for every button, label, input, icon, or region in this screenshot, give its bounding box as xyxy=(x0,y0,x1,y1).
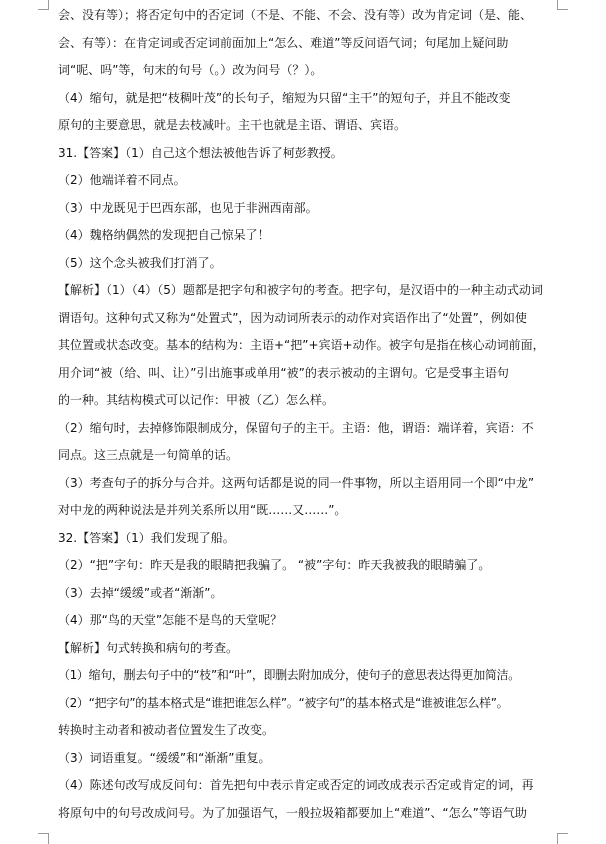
text-line: 会、有等）：在肯定词或否定词前面加上“怎么、难道”等反问语气词；句尾加上疑问助 xyxy=(58,35,509,50)
text-line: （3）词语重复。“缓缓”和“渐渐”重复。 xyxy=(58,750,271,765)
document-body xyxy=(58,2,558,827)
text-line: 会、没有等）；将否定句中的否定词（不是、不能、不会、没有等）改为肯定词（是、能、 xyxy=(58,8,533,22)
analysis-heading-31: 【解析】（1）（4）（5）题都是把字句和被字句的考查。把字句，是汉语中的一种主动式动词 xyxy=(58,283,543,297)
text-line: （4）陈述句改写成反问句：首先把句中表示肯定或否定的词改成表示否定或肯定的词，再 xyxy=(58,778,534,792)
text-line: 将原句中的句号改成问号。为了加强语气，一般拉圾箱都要加上“难道”、“怎么”等语气助 xyxy=(58,805,527,820)
text-line: 同点。这三点就是一句简单的话。 xyxy=(58,448,239,462)
crop-mark-bottom-left xyxy=(38,833,49,844)
text-line: 的一种。其结构模式可以记作：甲被（乙）怎么样。 xyxy=(58,393,335,407)
text-line: 用介词“被（给、叫、让）”引出施事或单用“被”的表示被动的主谓句。它是受事主语句 xyxy=(58,365,509,380)
crop-mark-top-left xyxy=(38,0,49,10)
analysis-heading-32: 【解析】句式转换和病句的考查。 xyxy=(58,640,239,655)
text-line: （3）考查句子的拆分与合并。这两句话都是说的同一件事物，所以主语用同一个即“中龙” xyxy=(58,475,535,490)
text-line: （4）魏格纳偶然的发现把自己惊呆了！ xyxy=(58,228,270,242)
text-line: （2）他端详着不同点。 xyxy=(58,173,186,187)
text-line: （2）“把字句”的基本格式是“谁把谁怎么样”。“被字句”的基本格式是“谁被谁怎么样”。 xyxy=(58,695,509,710)
crop-mark-top-right xyxy=(557,0,568,10)
text-line: （3）中龙既见于巴西东部，也见于非洲西南部。 xyxy=(58,200,318,215)
text-line: （2）缩句时，去掉修饰限制成分，保留句子的主干。主语：他，谓语：端详着，宾语：不 xyxy=(58,420,534,435)
text-line: 转换时主动者和被动者位置发生了改变。 xyxy=(58,723,275,737)
text-line: 谓语句。这种句式又称为“处置式”，因为动词所表示的动作对宾语作出了“处置”，例如使 xyxy=(58,310,527,325)
text-line: （2）“把”字句：昨天是我的眼睛把我骗了。 “被”字句：昨天我被我的眼睛骗了。 xyxy=(58,558,491,572)
text-line: （3）去掉“缓缓”或者“渐渐”。 xyxy=(58,585,223,600)
answer-heading-31: 31.【答案】（1）自己这个想法被他告诉了柯彭教授。 xyxy=(58,145,343,160)
text-line: 词“呢、吗”等，句末的句号（。）改为问号（？）。 xyxy=(58,63,323,77)
text-line: （1）缩句，删去句子中的“枝”和“叶”，即删去附加成分，使句子的意思表达得更加简洁。 xyxy=(58,668,520,682)
text-line: （4）那“鸟的天堂”怎能不是鸟的天堂呢？ xyxy=(58,613,283,627)
text-line: 其位置或状态改变。基本的结构为：主语+“把”+宾语+动作。被字句是指在核心动词前面， xyxy=(58,338,545,352)
text-line: 原句的主要意思，就是去枝减叶。主干也就是主语、谓语、宾语。 xyxy=(58,118,407,132)
crop-mark-bottom-right xyxy=(557,833,568,844)
answer-heading-32: 32.【答案】（1）我们发现了船。 xyxy=(58,530,235,545)
text-line: （4）缩句，就是把“枝稠叶茂”的长句子，缩短为只留“主干”的短句子，并且不能改变 xyxy=(58,90,511,105)
text-line: 对中龙的两种说法是并列关系所以用“既……又……”。 xyxy=(58,503,347,517)
text-line: （5）这个念头被我们打消了。 xyxy=(58,255,222,270)
